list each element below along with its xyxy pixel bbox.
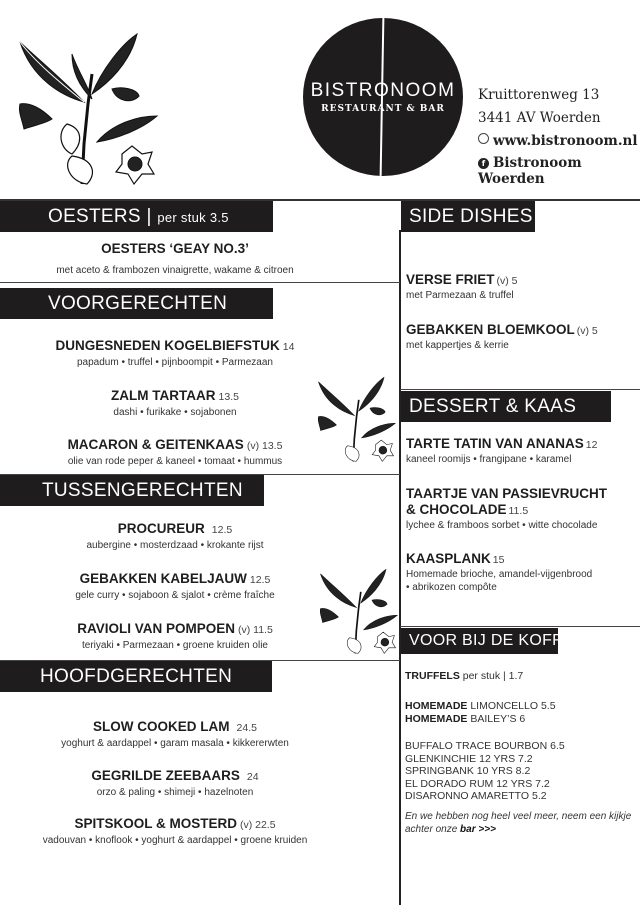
menu-item (0, 718, 350, 749)
truffels-line (405, 670, 523, 683)
item-price: 15 (492, 554, 505, 566)
list-item (405, 700, 556, 713)
item-price: 12 (585, 439, 598, 451)
item-name: BAILEY’S 6 (467, 712, 526, 725)
item-description: • abrikozen compôte (406, 582, 497, 593)
item-description: kaneel roomijs • frangipane • karamel (406, 454, 572, 465)
list-item (405, 713, 556, 726)
website-link[interactable] (478, 132, 637, 155)
item-price: (v) 5 (576, 325, 598, 337)
item-name: GEBAKKEN KABELJAUW (79, 571, 247, 586)
menu-item (406, 322, 598, 352)
list-item: GLENKINCHIE 12 YRS 7.2 (405, 752, 533, 765)
item-description: olie van rode peper & kaneel • tomaat • hummus (67, 456, 283, 467)
menu-item (0, 620, 350, 651)
belladonna-plant-icon (12, 24, 162, 189)
item-name: GEBAKKEN BLOEMKOOL (406, 322, 575, 337)
list-item: EL DORADO RUM 12 YRS 7.2 (405, 777, 550, 790)
bistronoom-logo (303, 18, 463, 176)
item-price: 24 (246, 771, 259, 783)
item-description: met kappertjes & kerrie (406, 340, 509, 351)
section-header-oesters (0, 201, 273, 232)
item-description: lychee & framboos sorbet • witte chocolade (406, 520, 598, 531)
item-name: SLOW COOKED LAM (93, 719, 230, 734)
item-name: TAARTJE VAN PASSIEVRUCHT (406, 486, 608, 501)
item-description: teriyaki • Parmezaan • groene kruiden olie (82, 640, 268, 651)
website-text: www.bistronoom.nl (493, 133, 638, 149)
menu-item (406, 551, 592, 594)
address-street: Kruittorenweg 13 (478, 87, 600, 103)
item-name: PROCUREUR (117, 521, 205, 536)
homemade-list (405, 700, 556, 725)
item-description: yoghurt & aardappel • garam masala • kikkererwten (61, 738, 289, 749)
item-name: ZALM TARTAAR (111, 388, 216, 403)
item-name: & CHOCOLADE (406, 502, 507, 517)
menu-item (0, 436, 350, 467)
facebook-line2: Woerden (478, 171, 545, 187)
item-price: (v) 13.5 (246, 440, 283, 452)
item-name: OESTERS ‘GEAY NO.3’ (101, 241, 249, 256)
section-header-tussengerechten: TUSSENGERECHTEN (0, 475, 264, 506)
item-name: TARTE TATIN VAN ANANAS (406, 436, 584, 451)
item-name: SPITSKOOL & MOSTERD (74, 816, 237, 831)
list-item: DISARONNO AMARETTO 5.2 (405, 790, 547, 802)
menu-item (0, 520, 350, 551)
menu-item (0, 570, 350, 601)
item-price: 24.5 (236, 722, 257, 734)
logo-brand: BISTRONOOM (310, 80, 456, 101)
contact-info (478, 86, 637, 187)
item-description: gele curry • sojaboon & sjalot • crème fraîche (75, 590, 275, 601)
item-description: papadum • truffel • pijnboompit • Parmezaan (77, 357, 273, 368)
section-price: per stuk 3.5 (157, 210, 229, 225)
section-header-koffie: VOOR BIJ DE KOFFIE (401, 628, 558, 654)
item-price: per stuk | 1.7 (459, 670, 524, 682)
divider (400, 626, 640, 627)
item-name: MACARON & GEITENKAAS (67, 437, 244, 452)
section-header-hoofdgerechten: HOOFDGERECHTEN (0, 661, 272, 692)
item-name: DUNGESNEDEN KOGELBIEFSTUK (55, 338, 280, 353)
item-label: HOMEMADE (405, 712, 468, 725)
item-price: 12.5 (211, 524, 233, 536)
section-header-voorgerechten: VOORGERECHTEN (0, 288, 273, 319)
item-name: TRUFFELS (405, 670, 460, 682)
footer-note (405, 811, 635, 836)
item-name: KAASPLANK (406, 551, 491, 566)
divider (0, 282, 400, 283)
item-description: Homemade brioche, amandel-vijgenbrood (406, 569, 593, 580)
list-item: SPRINGBANK 10 YRS 8.2 (405, 765, 531, 777)
item-name: VERSE FRIET (406, 272, 495, 287)
separator: | (140, 206, 158, 227)
section-title: OESTERS (48, 206, 141, 227)
bar-link[interactable]: bar >>> (460, 823, 496, 835)
address-city: 3441 AV Woerden (478, 110, 601, 126)
globe-icon (478, 133, 489, 144)
item-label: HOMEMADE (405, 700, 468, 712)
drinks-list (405, 740, 565, 803)
facebook-link[interactable] (478, 155, 637, 187)
item-price: 13.5 (218, 391, 239, 403)
divider (400, 389, 640, 390)
section-header-dessert-kaas: DESSERT & KAAS (401, 391, 611, 422)
item-description: aubergine • mosterdzaad • krokante rijst (86, 540, 264, 551)
menu-item (406, 486, 607, 532)
menu-item (0, 387, 350, 418)
item-description: dashi • furikake • sojabonen (113, 407, 237, 418)
item-price: 14 (282, 341, 295, 353)
menu-item (406, 436, 597, 466)
menu-item (0, 241, 350, 276)
item-price: (v) 5 (496, 275, 518, 287)
menu-item (0, 767, 350, 798)
note-text: En we hebben nog heel veel meer, neem een kijkje achter onze (405, 811, 632, 835)
item-price: 12.5 (249, 574, 271, 586)
facebook-line1: Bistronoom (493, 155, 582, 171)
menu-item (406, 272, 518, 302)
item-name: RAVIOLI VAN POMPOEN (77, 621, 235, 636)
item-name: GEGRILDE ZEEBAARS (91, 768, 240, 783)
item-price: 11.5 (508, 505, 529, 517)
logo-subtitle: RESTAURANT & BAR (321, 104, 445, 114)
item-description: met Parmezaan & truffel (406, 290, 514, 301)
item-description: met aceto & frambozen vinaigrette, wakame & citroen (56, 265, 294, 276)
item-price: (v) 11.5 (237, 624, 273, 636)
section-header-side-dishes: SIDE DISHES (401, 201, 535, 232)
item-description: orzo & paling • shimeji • hazelnoten (96, 787, 254, 798)
facebook-icon: f (478, 158, 489, 169)
item-price: (v) 22.5 (239, 819, 276, 831)
item-description: vadouvan • knoflook • yoghurt & aardappel • groene kruiden (42, 835, 308, 846)
list-item: BUFFALO TRACE BOURBON 6.5 (405, 740, 565, 752)
column-divider (399, 230, 401, 905)
item-name: LIMONCELLO 5.5 (467, 700, 556, 712)
menu-item (0, 337, 350, 368)
menu-item (0, 815, 350, 846)
